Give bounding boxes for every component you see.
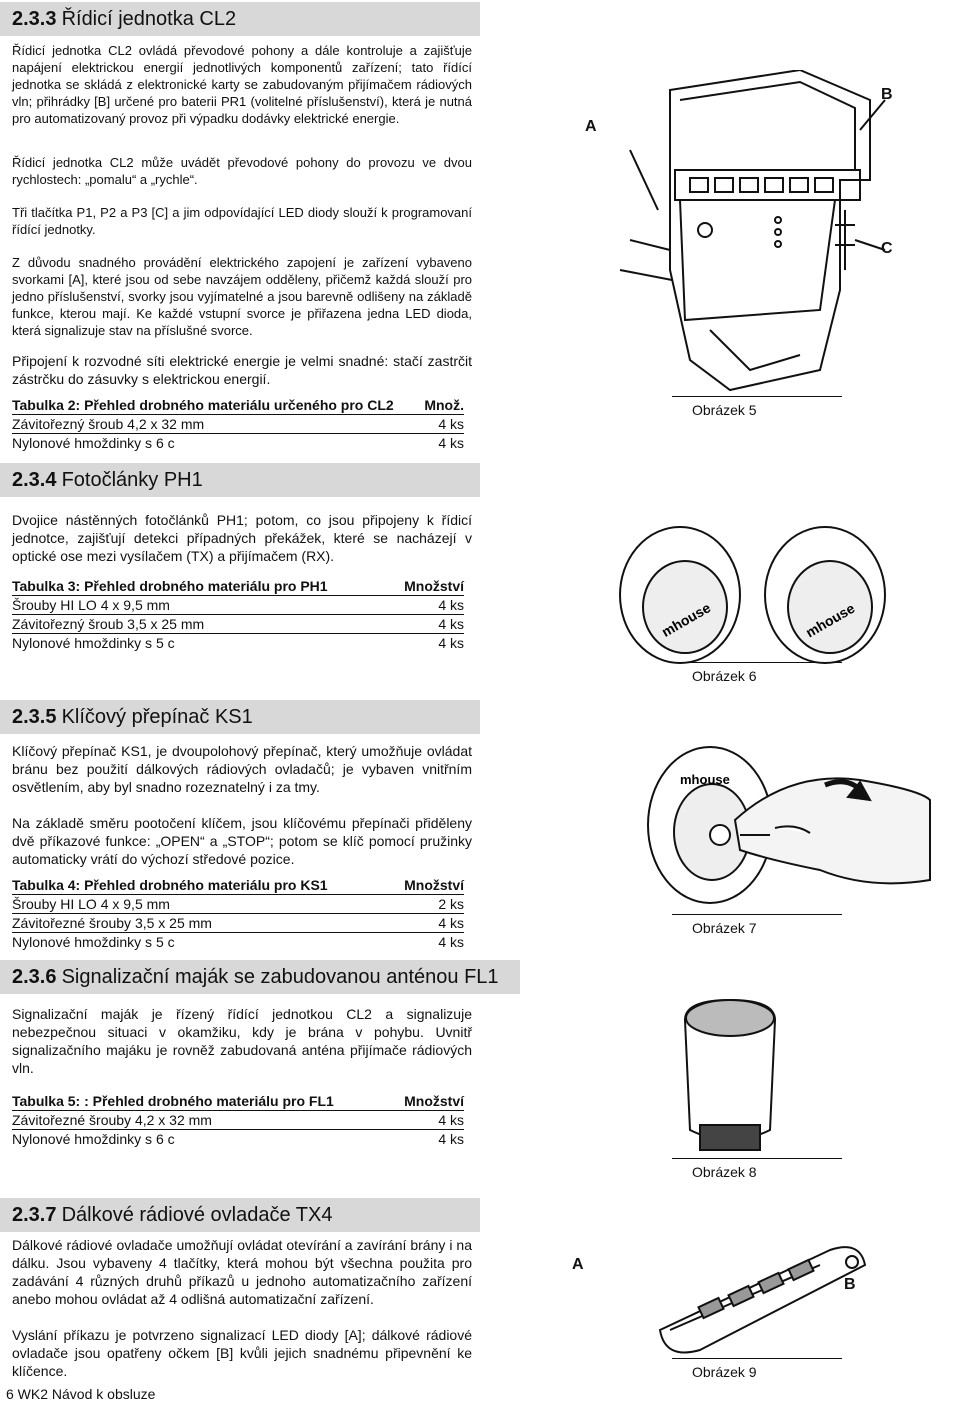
figure-caption: Obrázek 5 (692, 402, 757, 418)
key-switch-illustration (640, 740, 940, 910)
remote-control-illustration (620, 1230, 880, 1360)
paragraph: Vyslání příkazu je potvrzeno signalizací LED diody [A]; dálkové rádiové ovladače jsou opatřeny očkem [B] kvůli jejich snadnému připevnění ke klíčence. (12, 1327, 472, 1379)
table-row: Nylonové hmoždinky s 6 c 4 ks (12, 1131, 464, 1147)
section-heading (0, 463, 480, 497)
table-row: Závitořezný šroub 3,5 x 25 mm 4 ks (12, 616, 464, 632)
brand-logo: mhouse (658, 599, 714, 640)
paragraph: Signalizační maják je řízený řídící jednotkou CL2 a signalizuje nebezpečnou situaci v okamžiku, kdy je brána v pohybu. Uvnitř signalizačního majáku je rovněž zabudovaná anténa přijímače rádiových vln. (12, 1006, 472, 1076)
figure-label-c: C (881, 240, 893, 257)
caption-rule (672, 662, 842, 663)
table-header: Tabulka 2: Přehled drobného materiálu určeného pro CL2 Množ. (12, 397, 464, 413)
table-row: Šrouby HI LO 4 x 9,5 mm 4 ks (12, 597, 464, 613)
section-heading (0, 1198, 480, 1232)
flashing-light-illustration (670, 990, 790, 1160)
figure-caption: Obrázek 6 (692, 668, 757, 684)
paragraph: Klíčový přepínač KS1, je dvoupolohový přepínač, který umožňuje ovládat bránu bez použití dálkových rádiových ovladačů; je vybaven vnitřním osvětlením, aby byl snadno rozeznatelný i za tmy. (12, 743, 472, 795)
table-row: Nylonové hmoždinky s 6 c 4 ks (12, 435, 464, 451)
table-header: Tabulka 3: Přehled drobného materiálu pro PH1 Množství (12, 578, 464, 594)
paragraph: Z důvodu snadného provádění elektrického zapojení je zařízení vybaveno svorkami [A], které jsou od sebe navzájem odděleny, přičemž každá slouží pro jedno příslušenství, svorky jsou vyjímatelné a jsou barevně odlišeny na základě funkce, kterou mají. Ke každé vstupní svorce je přiřazena jedna LED dioda, která signalizuje stav na příslušné svorce. (12, 255, 472, 338)
section-heading (0, 2, 480, 36)
section-title: Fotočlánky PH1 (61, 469, 203, 491)
page-footer: 6 WK2 Návod k obsluze (6, 1386, 156, 1402)
control-unit-illustration (600, 70, 930, 400)
section-heading (0, 960, 520, 994)
figure-caption: Obrázek 7 (692, 920, 757, 936)
section-title: Řídicí jednotka CL2 (61, 8, 237, 30)
table-header: Tabulka 4: Přehled drobného materiálu pro KS1 Množství (12, 877, 464, 893)
photocells-illustration (610, 515, 930, 665)
paragraph: Řídicí jednotka CL2 může uvádět převodové pohony do provozu ve dvou rychlostech: „pomalu“ a „rychle“. (12, 155, 472, 187)
figure-label-b: B (844, 1276, 856, 1293)
table-header: Tabulka 5: : Přehled drobného materiálu pro FL1 Množství (12, 1093, 464, 1109)
table-row: Závitořezné šrouby 3,5 x 25 mm 4 ks (12, 915, 464, 931)
caption-rule (672, 914, 842, 915)
materials-table (12, 396, 464, 452)
paragraph: Tři tlačítka P1, P2 a P3 [C] a jim odpovídající LED diody slouží k programovaní řídící jednotky. (12, 205, 472, 237)
brand-logo: mhouse (802, 599, 858, 641)
materials-table (12, 1092, 464, 1148)
section-number: 2.3.6 (12, 966, 57, 988)
section-number: 2.3.5 (12, 706, 57, 728)
paragraph: Dvojice nástěnných fotočlánků PH1; potom, co jsou připojeny k řídicí jednotce, zajišťují detekci případných překážek, které se nacházejí v optické ose mezi vysílačem (TX) a přijímačem (RX). (12, 512, 472, 564)
section-number: 2.3.3 (12, 8, 57, 30)
caption-rule (672, 1158, 842, 1159)
table-row: Nylonové hmoždinky s 5 c 4 ks (12, 934, 464, 950)
section-title: Klíčový přepínač KS1 (61, 706, 253, 728)
materials-table (12, 577, 464, 652)
materials-table (12, 876, 464, 951)
paragraph: Na základě směru pootočení klíčem, jsou klíčovému přepínači přiděleny dvě příkazové funkce: „OPEN“ a „STOP“; potom se klíč pomocí pružinky automaticky vrátí do výchozí středové pozice. (12, 815, 472, 867)
figure-caption: Obrázek 8 (692, 1164, 757, 1180)
figure-label-a: A (585, 118, 597, 135)
table-row: Šrouby HI LO 4 x 9,5 mm 2 ks (12, 896, 464, 912)
paragraph: Dálkové rádiové ovladače umožňují ovládat otevírání a zavírání brány i na dálku. Jsou vybaveny 4 tlačítky, která mohou být všechna použita pro zadávání 4 různých druhů příkazů u jednoho automatizačního zařízení anebo mohou ovládat až 4 odlišná automatizační zařízení. (12, 1237, 472, 1307)
section-title: Signalizační maják se zabudovanou anténou FL1 (61, 966, 499, 988)
paragraph: Připojení k rozvodné síti elektrické energie je velmi snadné: stačí zastrčit zástrčku do zásuvky s elektrickou energií. (12, 353, 472, 387)
section-heading (0, 700, 480, 734)
caption-rule (672, 1358, 842, 1359)
figure-label-b: B (881, 86, 893, 103)
figure-caption: Obrázek 9 (692, 1364, 757, 1380)
section-title: Dálkové rádiové ovladače TX4 (61, 1204, 333, 1226)
table-row: Závitořezný šroub 4,2 x 32 mm 4 ks (12, 416, 464, 432)
brand-logo: mhouse (680, 772, 730, 787)
section-number: 2.3.4 (12, 469, 57, 491)
table-row: Závitořezné šrouby 4,2 x 32 mm 4 ks (12, 1112, 464, 1128)
caption-rule (672, 396, 842, 397)
section-number: 2.3.7 (12, 1204, 57, 1226)
table-row: Nylonové hmoždinky s 5 c 4 ks (12, 635, 464, 651)
figure-label-a: A (572, 1256, 584, 1273)
paragraph: Řídicí jednotka CL2 ovládá převodové pohony a dále kontroluje a zajišťuje napájení elektrickou energií jednotlivých komponentů zařízení; tato řídící jednotka se skládá z elektronické karty se zabudovaným přijímačem rádiových vln; přihrádky [B] určené pro baterii PR1 (volitelné příslušenství), která je nutná pro automatizovaný provoz při výpadku dodávky elektrické energie. (12, 43, 472, 126)
